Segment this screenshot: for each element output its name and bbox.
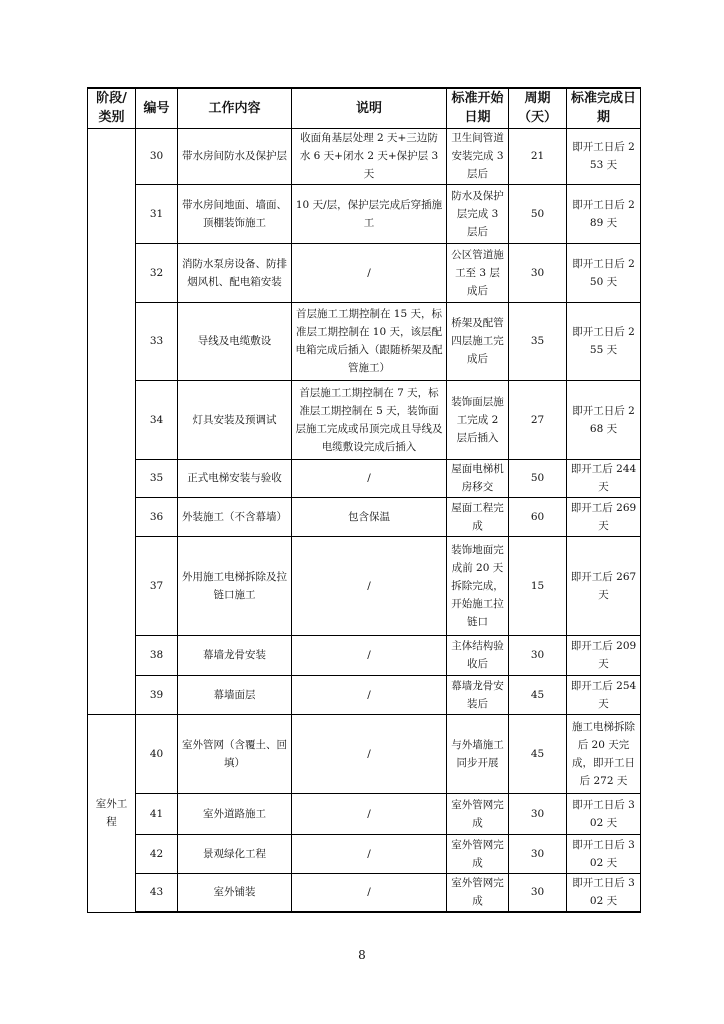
cell-period: 15 [509,536,567,635]
header-row [88,88,641,128]
cell-period: 30 [509,243,567,302]
cell-period: 27 [509,380,567,459]
cell-start: 幕墙龙骨安装后 [447,675,509,714]
table-row [88,536,641,635]
cell-period: 60 [509,497,567,536]
cell-period: 45 [509,714,567,793]
cell-finish: 施工电梯拆除后 20 天完成，即开工日后 272 天 [567,714,641,793]
cell-no: 33 [136,302,178,380]
cell-finish: 即开工日后 250 天 [567,243,641,302]
stage-cell-empty [88,128,136,714]
cell-work: 外装施工（不含幕墙） [178,497,292,536]
cell-desc: / [292,793,447,834]
cell-start: 装饰地面完成前 20 天拆除完成，开始施工拉链口 [447,536,509,635]
cell-work: 导线及电缆敷设 [178,302,292,380]
cell-no: 36 [136,497,178,536]
cell-period: 30 [509,873,567,912]
cell-start: 主体结构验收后 [447,635,509,675]
cell-finish: 即开工后 267 天 [567,536,641,635]
cell-work: 外用施工电梯拆除及拉链口施工 [178,536,292,635]
cell-finish: 即开工日后 302 天 [567,793,641,834]
cell-finish: 即开工后 244 天 [567,459,641,497]
cell-desc: 首层施工工期控制在 7 天，标准层工期控制在 5 天，装饰面层施工完成或吊顶完成且导线及电缆敷设完成后插入 [292,380,447,459]
cell-start: 室外管网完成 [447,834,509,873]
cell-desc: 10 天/层，保护层完成后穿插施工 [292,184,447,243]
cell-no: 39 [136,675,178,714]
cell-desc: / [292,714,447,793]
table-row [88,184,641,243]
cell-period: 50 [509,184,567,243]
cell-work: 景观绿化工程 [178,834,292,873]
table-row [88,128,641,184]
cell-period: 30 [509,635,567,675]
cell-start: 屋面电梯机房移交 [447,459,509,497]
header-work: 工作内容 [178,88,292,128]
table-row [88,675,641,714]
cell-start: 卫生间管道安装完成 3 层后 [447,128,509,184]
cell-work: 室外管网（含覆土、回填） [178,714,292,793]
cell-desc: 包含保温 [292,497,447,536]
table-row [88,380,641,459]
cell-finish: 即开工后 269 天 [567,497,641,536]
cell-desc: 收面角基层处理 2 天+三边防水 6 天+闭水 2 天+保护层 3 天 [292,128,447,184]
cell-work: 带水房间地面、墙面、顶棚装饰施工 [178,184,292,243]
cell-start: 室外管网完成 [447,793,509,834]
cell-no: 42 [136,834,178,873]
header-finish: 标准完成日期 [567,88,641,128]
cell-period: 30 [509,834,567,873]
stage-cell-outdoor: 室外工程 [88,714,136,912]
cell-start: 与外墙施工同步开展 [447,714,509,793]
page-number: 8 [358,948,366,962]
cell-no: 31 [136,184,178,243]
cell-finish: 即开工日后 289 天 [567,184,641,243]
cell-no: 43 [136,873,178,912]
cell-no: 41 [136,793,178,834]
cell-no: 34 [136,380,178,459]
cell-start: 室外管网完成 [447,873,509,912]
cell-finish: 即开工日后 253 天 [567,128,641,184]
cell-desc: / [292,675,447,714]
cell-period: 21 [509,128,567,184]
header-period: 周期（天） [509,88,567,128]
table-row [88,302,641,380]
cell-desc: / [292,834,447,873]
cell-work: 带水房间防水及保护层 [178,128,292,184]
cell-desc: / [292,635,447,675]
cell-work: 正式电梯安装与验收 [178,459,292,497]
header-no: 编号 [136,88,178,128]
cell-finish: 即开工日后 302 天 [567,873,641,912]
schedule-table [87,87,641,913]
cell-no: 38 [136,635,178,675]
cell-period: 35 [509,302,567,380]
cell-finish: 即开工日后 255 天 [567,302,641,380]
table-row [88,459,641,497]
cell-finish: 即开工后 254 天 [567,675,641,714]
cell-no: 40 [136,714,178,793]
cell-period: 30 [509,793,567,834]
cell-work: 室外道路施工 [178,793,292,834]
header-stage: 阶段/类别 [88,88,136,128]
cell-work: 消防水泵房设备、防排烟风机、配电箱安装 [178,243,292,302]
cell-work: 幕墙龙骨安装 [178,635,292,675]
cell-desc: / [292,243,447,302]
table-row [88,243,641,302]
cell-desc: / [292,873,447,912]
cell-finish: 即开工后 209 天 [567,635,641,675]
cell-start: 防水及保护层完成 3 层后 [447,184,509,243]
cell-start: 桥架及配管四层施工完成后 [447,302,509,380]
cell-no: 35 [136,459,178,497]
cell-no: 37 [136,536,178,635]
cell-finish: 即开工日后 268 天 [567,380,641,459]
cell-start: 屋面工程完成 [447,497,509,536]
header-desc: 说明 [292,88,447,128]
cell-work: 室外铺装 [178,873,292,912]
table-row [88,635,641,675]
cell-desc: 首层施工工期控制在 15 天，标准层工期控制在 10 天，该层配电箱完成后插入（跟随桥架及配管施工） [292,302,447,380]
cell-work: 幕墙面层 [178,675,292,714]
cell-period: 50 [509,459,567,497]
cell-no: 32 [136,243,178,302]
cell-start: 装饰面层施工完成 2 层后插入 [447,380,509,459]
cell-period: 45 [509,675,567,714]
cell-desc: / [292,459,447,497]
table-row [88,793,641,834]
table-row [88,497,641,536]
header-start: 标准开始日期 [447,88,509,128]
table-row [88,714,641,793]
cell-desc: / [292,536,447,635]
table-row [88,834,641,873]
cell-start: 公区管道施工至 3 层成后 [447,243,509,302]
table-row [88,873,641,912]
cell-finish: 即开工日后 302 天 [567,834,641,873]
cell-no: 30 [136,128,178,184]
cell-work: 灯具安装及预调试 [178,380,292,459]
